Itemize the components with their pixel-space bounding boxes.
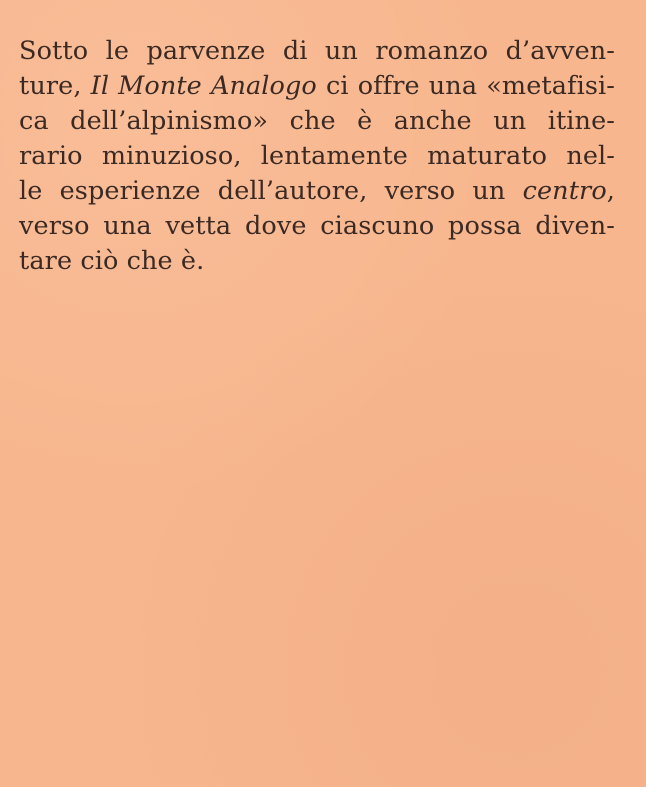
blurb-line-2: [19, 69, 615, 104]
emphasis-italic: centro: [522, 176, 607, 206]
blurb-text: Sotto le parvenze di un romanzo d’avven-: [19, 36, 615, 66]
blurb-text: le esperienze dell’autore, verso un: [19, 176, 523, 206]
blurb-text: rario minuzioso, lentamente maturato nel-: [19, 141, 615, 171]
blurb-line-4: [19, 139, 615, 174]
blurb-line-3: [19, 104, 615, 139]
blurb-paragraph: [19, 34, 615, 279]
blurb-text: ,: [606, 176, 615, 206]
book-title-italic: Il Monte Analogo: [90, 71, 317, 101]
blurb-text: verso una vetta dove ciascuno possa diven-: [19, 211, 615, 241]
blurb-text: ture,: [19, 71, 91, 101]
blurb-text: ci offre una «metafisi-: [316, 71, 615, 101]
blurb-line-1: [19, 34, 615, 69]
blurb-text: ca dell’alpinismo» che è anche un itine-: [19, 106, 615, 136]
blurb-line-6: [19, 209, 615, 244]
blurb-line-7: [19, 244, 615, 279]
blurb-text: tare ciò che è.: [19, 246, 205, 276]
blurb-line-5: [19, 174, 615, 209]
